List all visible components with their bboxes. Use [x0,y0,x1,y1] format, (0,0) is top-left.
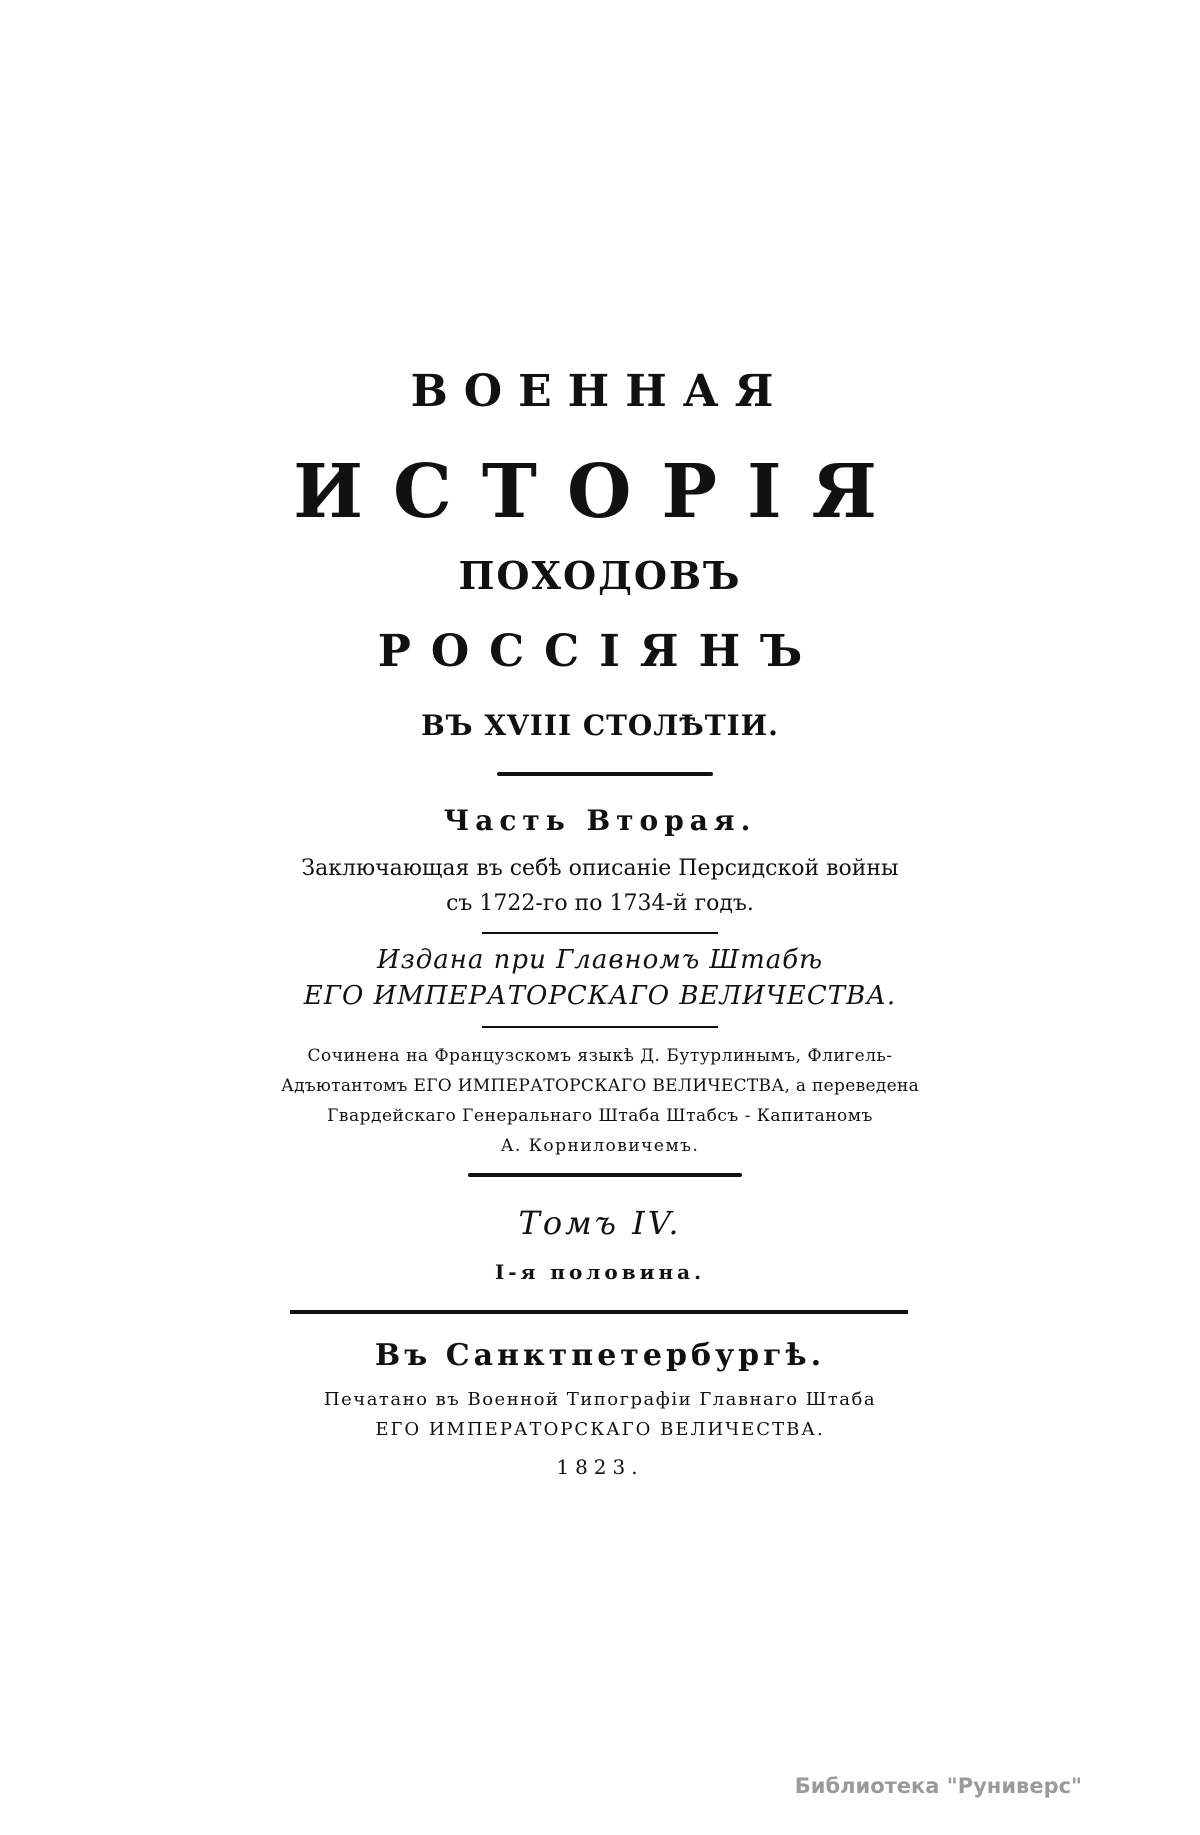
part-description-line: съ 1722-го по 1734-й годъ. [446,891,754,916]
imprint-year: 1823. [556,1455,644,1479]
authorship-line: А. Корниловичемъ. [500,1136,700,1156]
title-line-military: ВОЕННАЯ [410,366,790,417]
part-description-line: Заключающая въ себѣ описаніе Персидской войны [301,856,899,881]
authorship-line: Сочинена на Французскомъ языкѣ Д. Бутурлинымъ, Флигель- [307,1046,893,1066]
imprint-printer-line: ЕГО ИМПЕРАТОРСКАГО ВЕЛИЧЕСТВА. [375,1419,825,1440]
volume-label: Томъ IV. [518,1204,682,1242]
imprint-city: Въ Санктпетербургѣ. [374,1338,826,1373]
title-line-russians: РОССІЯНЪ [377,626,823,677]
title-line-century: ВЪ XVIII СТОЛѢТІИ. [421,709,779,742]
authorship-line: Адъютантомъ ЕГО ИМПЕРАТОРСКАГО ВЕЛИЧЕСТВА, а переведена [280,1076,920,1096]
library-watermark: Библиотека "Руниверс" [794,1774,1082,1798]
volume-half: I-я половина. [494,1260,706,1284]
publisher-line: Издана при Главномъ Штабѣ [376,945,824,975]
publisher-line: ЕГО ИМПЕРАТОРСКАГО ВЕЛИЧЕСТВА. [303,981,897,1011]
part-heading: Часть Вторая. [443,804,757,837]
title-line-history: ИСТОРІЯ [293,449,907,535]
title-line-campaigns: ПОХОДОВЪ [458,553,742,598]
divider-rule [468,1173,742,1177]
divider-rule [290,1310,908,1314]
divider-rule [482,1026,718,1028]
divider-rule [497,772,713,776]
authorship-line: Гвардейскаго Генеральнаго Штаба Штабсъ - Капитаномъ [327,1106,873,1126]
divider-rule [482,932,718,934]
imprint-printer-line: Печатано въ Военной Типографіи Главнаго Штаба [323,1389,877,1410]
